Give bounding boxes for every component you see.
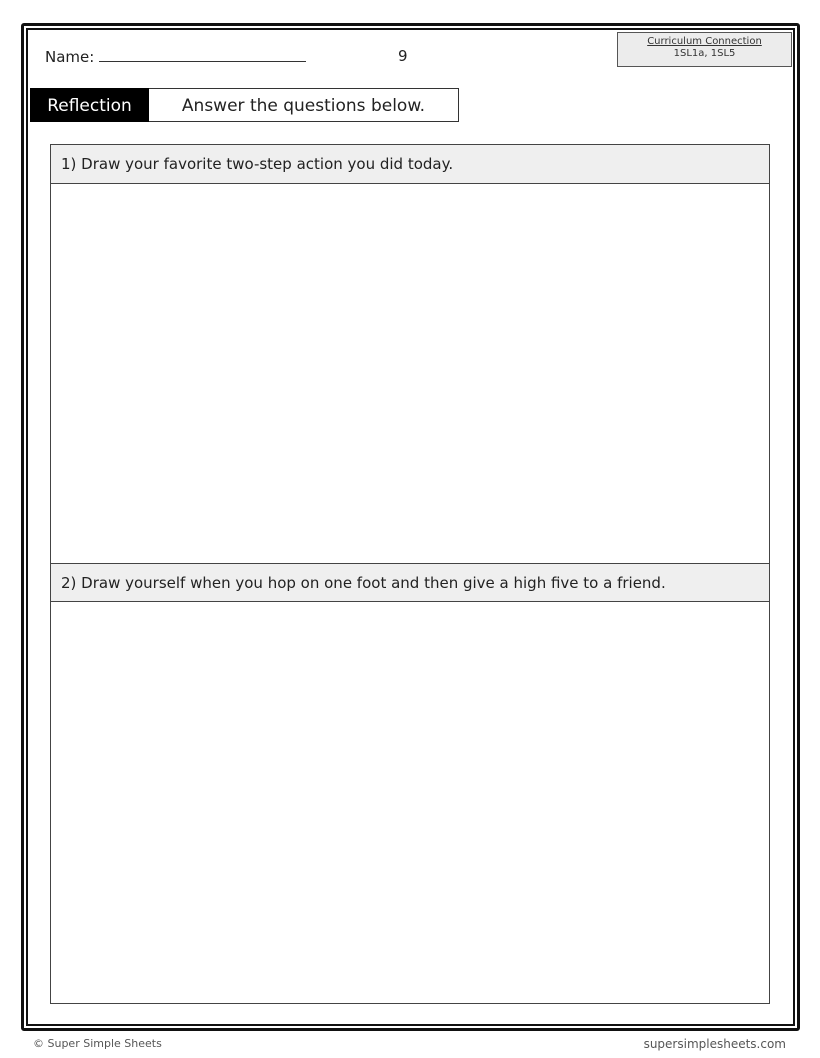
section-tag: Reflection [30, 88, 149, 122]
curriculum-title: Curriculum Connection [647, 36, 762, 47]
name-label: Name: [45, 48, 95, 66]
curriculum-codes: 1SL1a, 1SL5 [673, 48, 736, 59]
question-1-drawing-area[interactable] [51, 184, 769, 563]
section-header [30, 88, 459, 122]
question-2-drawing-area[interactable] [51, 603, 769, 1003]
name-write-line[interactable] [99, 47, 306, 62]
footer-website: supersimplesheets.com [643, 1037, 786, 1051]
question-2-prompt: 2) Draw yourself when you hop on one foot and then give a high five to a friend. [51, 563, 769, 602]
footer-copyright: © Super Simple Sheets [33, 1037, 162, 1050]
question-1-prompt: 1) Draw your favorite two-step action you did today. [51, 145, 769, 184]
curriculum-connection-box [617, 32, 792, 67]
name-row [45, 47, 306, 66]
page-number: 9 [398, 47, 408, 65]
questions-box [50, 144, 770, 1004]
section-instruction: Answer the questions below. [149, 88, 459, 122]
